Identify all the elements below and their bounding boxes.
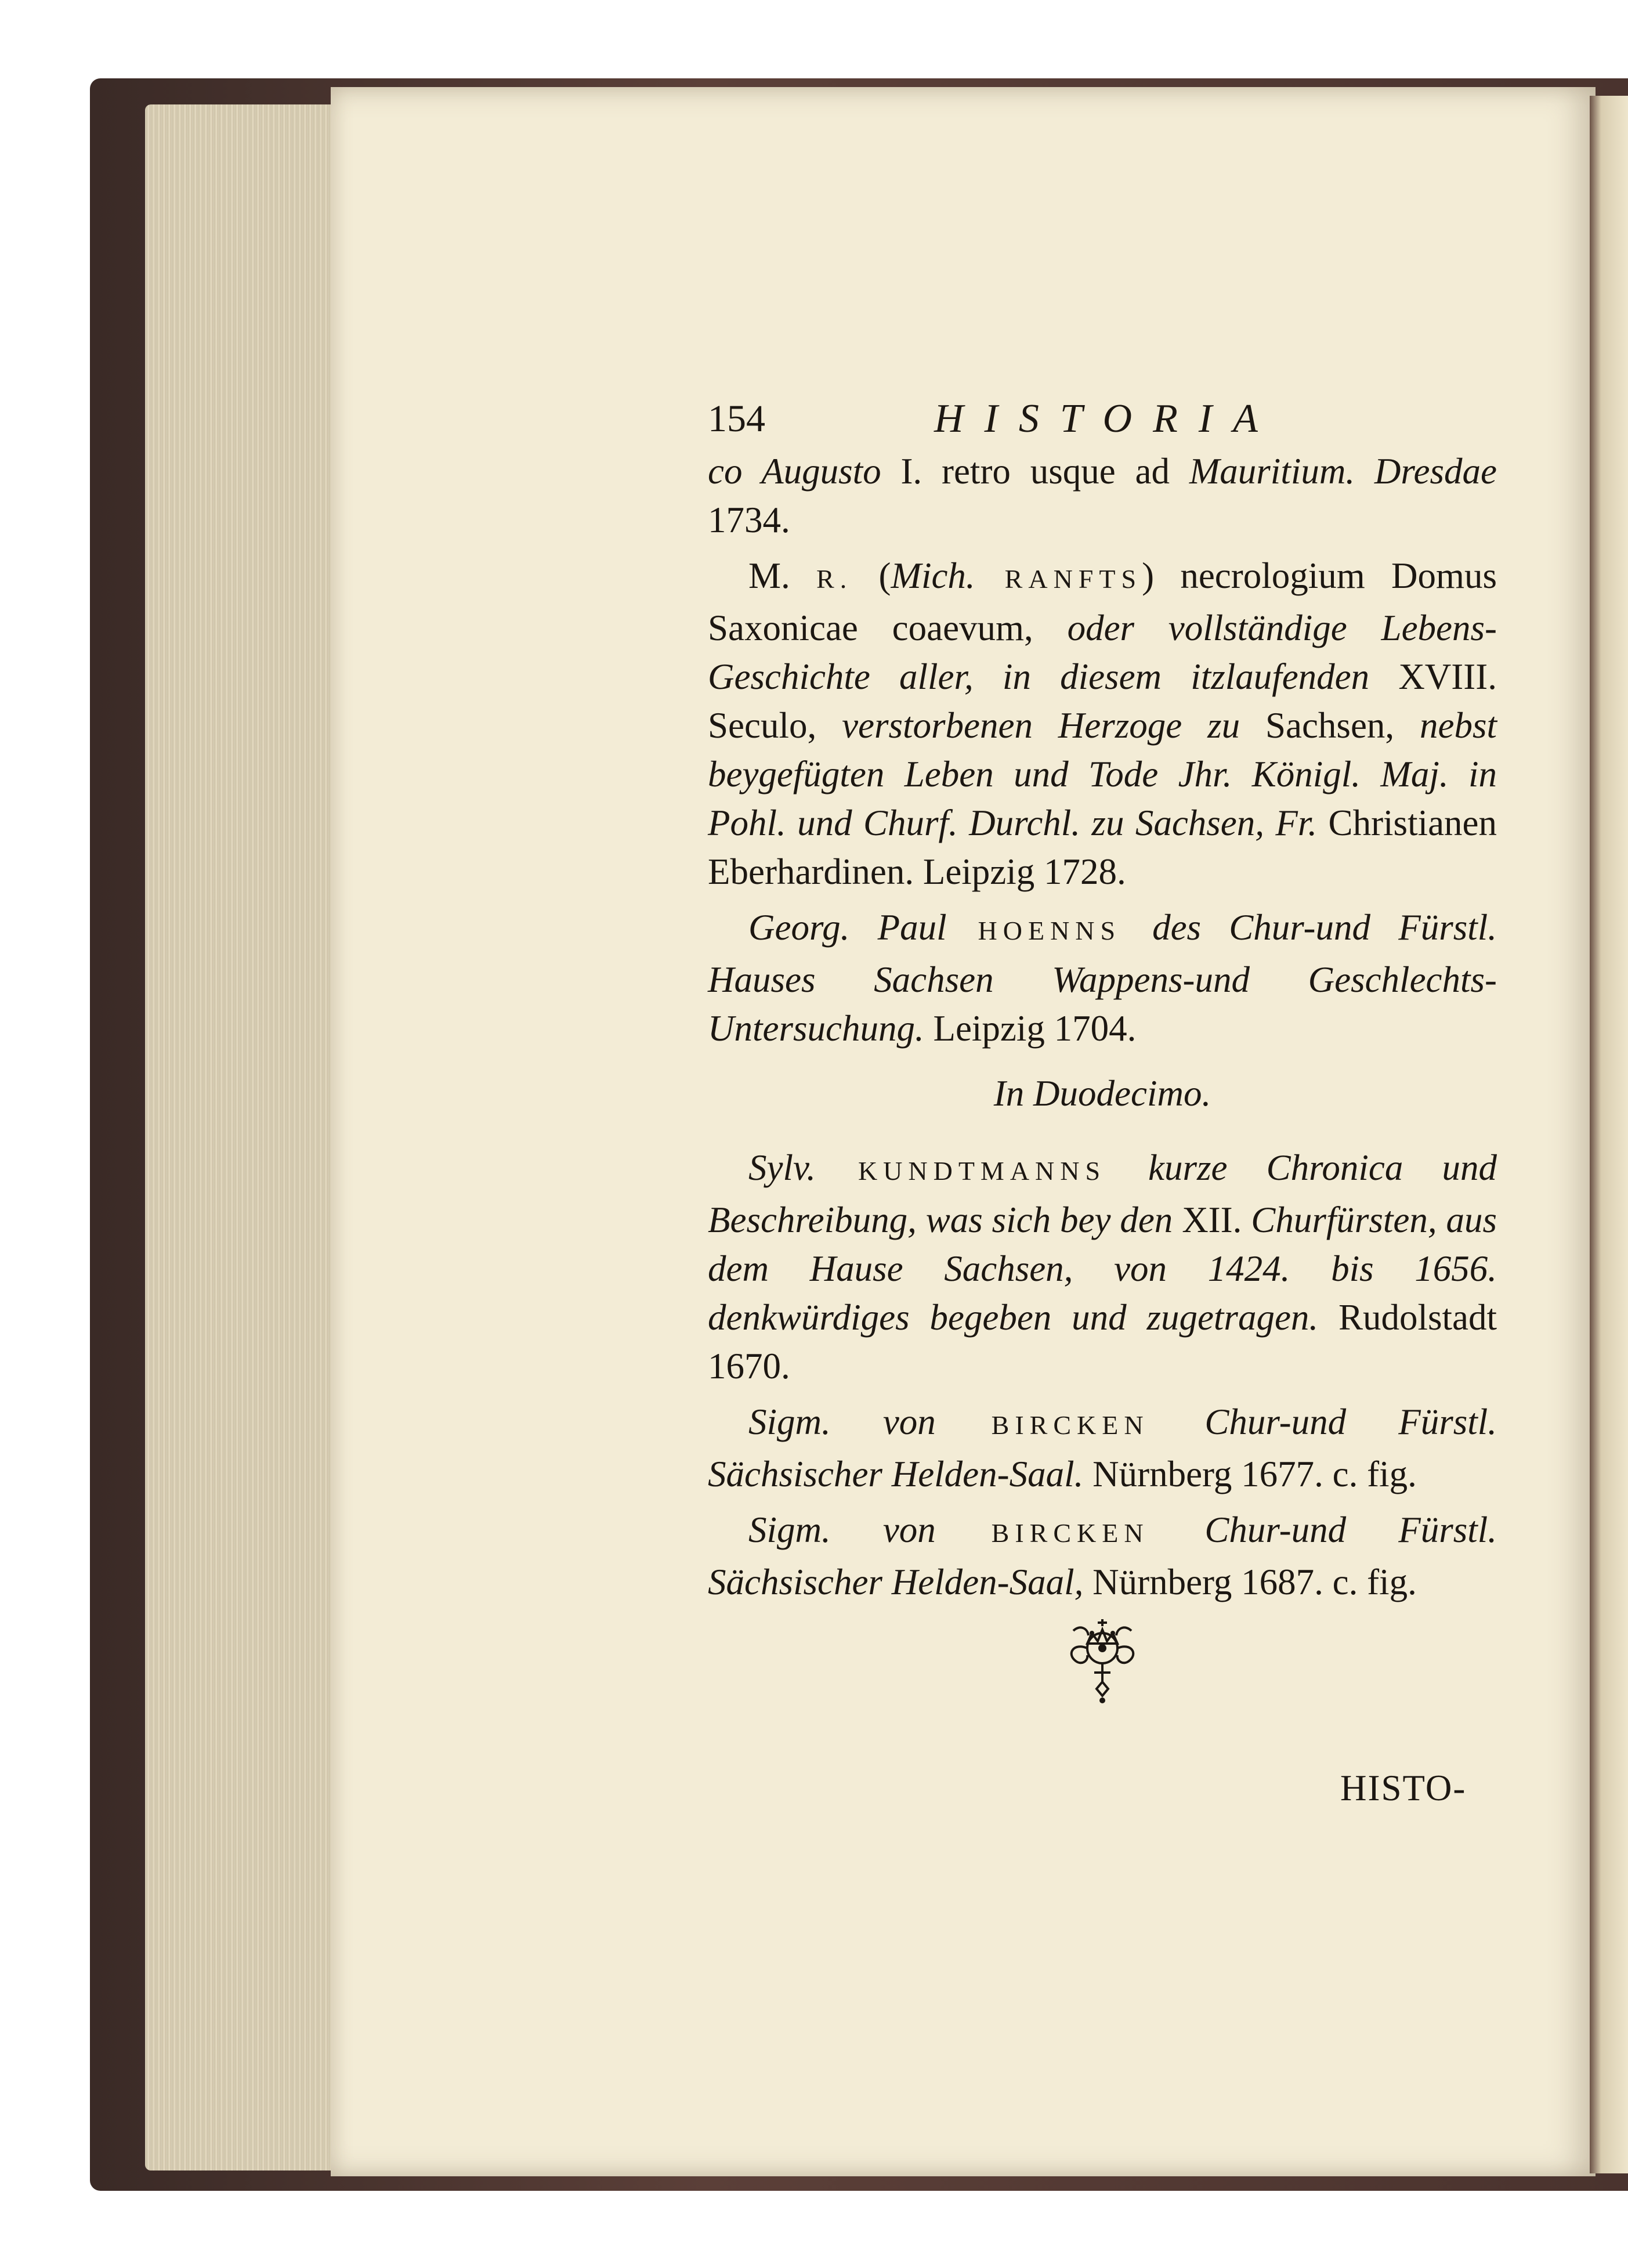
italic-text: des Chur-und Fürstl. Hauses Sachsen Wappens-und Geschlechts-Untersuchung. [708,907,1497,1049]
italic-text: Sigm. von [748,1509,936,1550]
italic-text: Sigm. von [748,1402,936,1442]
catchword: HISTO- [1340,1768,1467,1808]
italic-text: kurze Chronica und Beschreibung, was sich bey den [708,1147,1497,1240]
bibliography-entry [708,1143,1497,1391]
small-caps-name: KUNDTMANNS [816,1156,1149,1186]
roman-text: Leipzig 1704. [924,1008,1137,1049]
roman-text: Nürnberg 1677. c. fig. [1083,1454,1417,1494]
page-number: 154 [708,398,765,440]
italic-text: oder vollständige Lebens-Geschichte aller, in diesem itzlaufenden [708,608,1497,697]
page-edges [145,104,337,2171]
roman-text: ( [852,555,891,596]
roman-text: XII. [1173,1200,1251,1240]
bibliography-entry [708,551,1497,896]
text-block [708,383,1497,1613]
roman-text: 1734. [708,500,790,540]
roman-text: M. [748,555,817,596]
roman-text: Rudolstadt 1670. [708,1297,1497,1386]
bibliography-entry [708,1397,1497,1498]
italic-text: Sylv. [748,1147,816,1188]
page-header [708,383,1497,447]
italic-text: co Augusto [708,451,881,492]
bibliography-entries [708,447,1497,1606]
roman-text: ) necrologium Domus Saxonicae coaevum, [708,555,1497,648]
small-caps-name: HOENNS [946,916,1153,945]
roman-text: Nürnberg 1687. c. fig. [1083,1562,1417,1602]
bibliography-entry [708,903,1497,1053]
small-caps-name: BIRCKEN [935,1518,1205,1548]
small-caps-name: RANFTS [975,564,1142,594]
italic-text: verstorbenen Herzoge zu [842,705,1240,746]
italic-text: Chur-und Fürstl. Sächsischer Helden-Saal. [708,1402,1497,1494]
italic-text: nebst beygefügten Leben und Tode Jhr. Königl. Maj. in Pohl. und Churf. Durchl. zu Sachsen, Fr. [708,705,1497,843]
crown-ornament-icon [1056,1608,1149,1712]
running-head: HISTORIA [934,396,1279,441]
italic-text: Georg. Paul [748,907,947,948]
small-caps-name: R. [816,564,853,594]
roman-text: I. retro usque ad [881,451,1189,492]
roman-text: Christianen Eberhardinen. Leipzig 1728. [708,803,1497,892]
roman-text: Sachsen, [1240,705,1420,746]
adjacent-page-edge [1590,96,1628,2173]
small-caps-name: BIRCKEN [935,1410,1205,1440]
roman-text: XVIII. Seculo, [708,656,1497,746]
bibliography-entry [708,447,1497,544]
italic-text: Chur-und Fürstl. Sächsischer Helden-Saal, [708,1509,1497,1602]
italic-text: Mich. [891,555,975,596]
italic-text: Churfürsten, aus dem Hause Sachsen, von 1424. bis 1656. denkwürdiges begeben und zugetragen. [708,1200,1497,1338]
italic-text: Mauritium. Dresdae [1189,451,1497,492]
section-heading: In Duodecimo. [993,1073,1211,1114]
bibliography-entry [708,1505,1497,1606]
